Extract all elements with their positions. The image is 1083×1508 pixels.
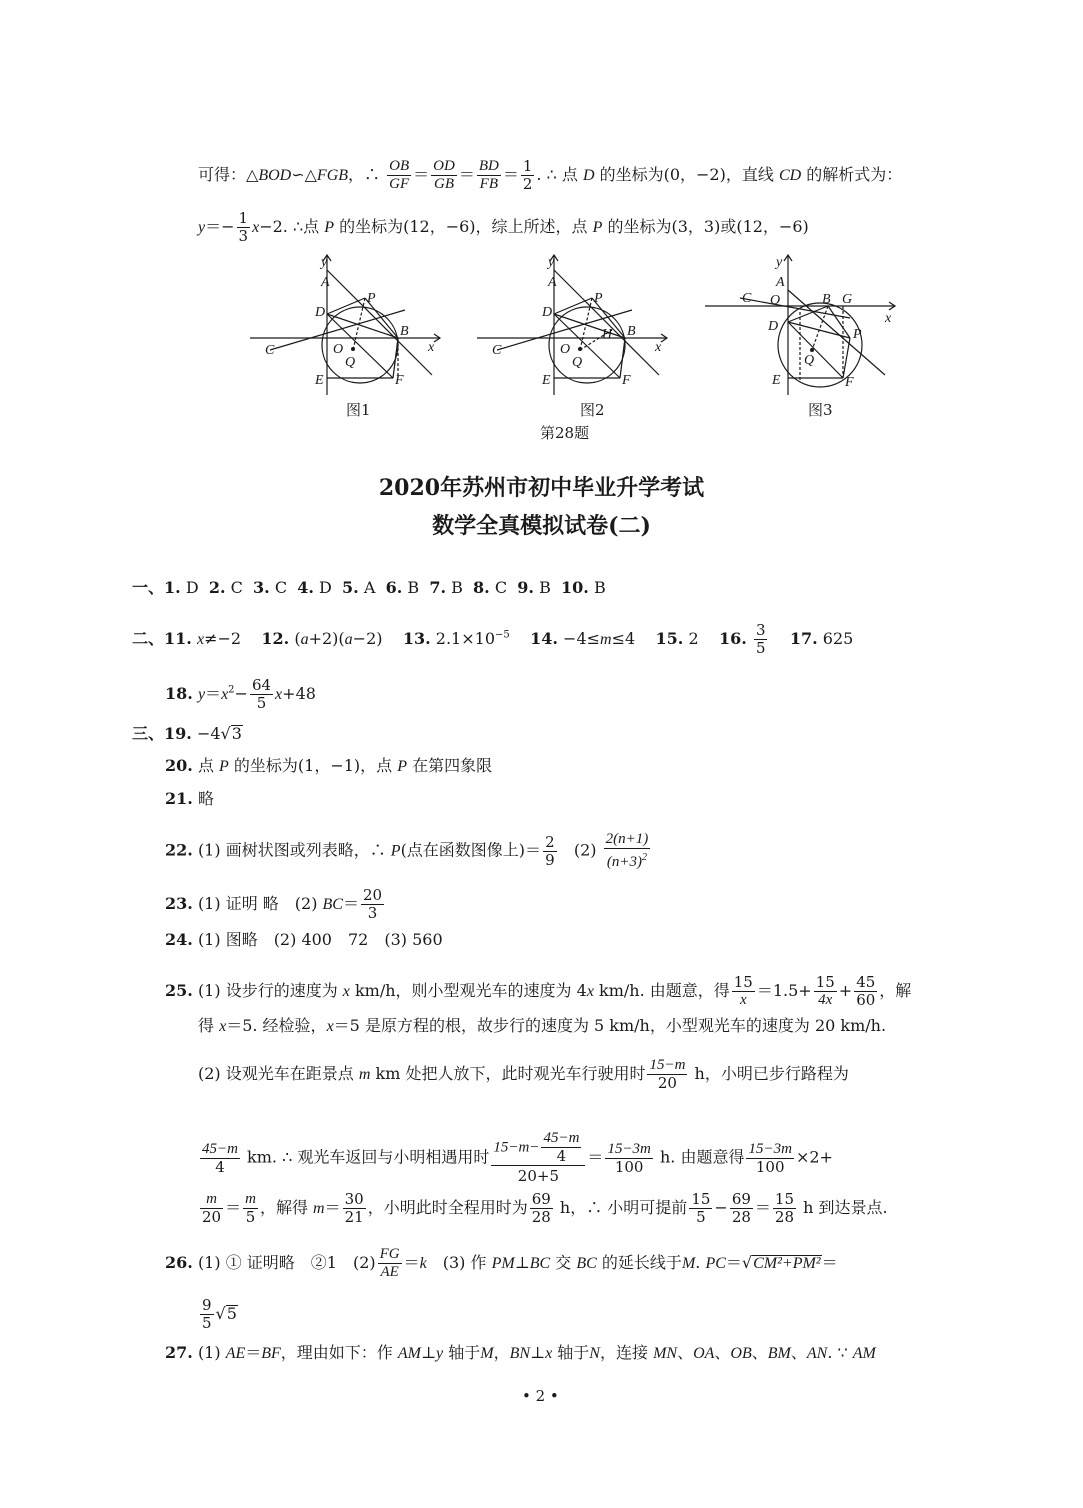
q25-line-5: $\frac{m}{20}$ ＝ $\frac{m}{5}$ ，解得 m＝ $\frac{30}{21}$ ，小明此时全程用时为 $\frac{69}{28}$ h，∴ 小明可提前 $\frac{15}{5}$ − $\frac{69}{28}$ ＝ $\frac{15}{28}$ h 到达景点. [202,1190,888,1226]
fraction: $\frac{FG}{AE}$ [379,1246,400,1280]
svg-text:E: E [542,373,551,388]
q25-line-4: $\frac{45-m}{4}$ km. ∴ 观光车返回与小明相遇用时 15−m− $\frac{45-m}{4}$ 20+5 ＝ $\frac{15-3m}{100}$ h. 由题意得 $\frac{15-3m}{100}$ ×2+ [202,1130,833,1185]
fraction: $\frac{m}{5}$ [245,1191,256,1226]
fraction: $\frac{15}{28}$ [774,1190,795,1226]
section-1: 一、1. D 2. C 3. C 4. D 5. A 6. B 7. B 8. C 9. B 10. B [132,578,606,597]
svg-text:D: D [542,305,553,320]
fraction: $\frac{15-3m}{100}$ [748,1140,792,1176]
svg-text:F: F [395,373,404,388]
svg-text:A: A [321,275,330,290]
fraction: $\frac{1}{3}$ [238,209,249,245]
svg-text:F: F [845,375,854,390]
figure-1-label: 图1 [346,401,371,419]
svg-text:A: A [776,275,785,290]
fraction: $\frac{20}{3}$ [363,886,383,922]
fraction: $\frac{BD}{FB}$ [478,158,499,192]
svg-text:B: B [627,324,636,339]
line-ab [327,270,432,375]
svg-text:P: P [367,291,376,306]
svg-text:O: O [560,342,571,357]
q20: 20. 点 P 的坐标为(1，−1)，点 P 在第四象限 [165,756,493,775]
q26-line-1: 26. (1) ① 证明略 ②1 (2) $\frac{FG}{AE}$ ＝k (3) 作 PM⊥BC 交 BC 的延长线于M. PC＝√CM²+PM²＝ [165,1246,838,1280]
fraction: $\frac{OD}{GB}$ [433,158,455,192]
fraction: $\frac{30}{21}$ [344,1190,364,1226]
svg-text:Q: Q [345,355,356,370]
svg-text:D: D [315,305,326,320]
fraction: $\frac{2}{9}$ [545,832,555,869]
svg-text:x: x [655,340,662,355]
q25-line-2: 得 x＝5. 经检验，x＝5 是原方程的根，故步行的速度为 5 km/h，小型观光车的速度为 20 km/h. [198,1016,887,1035]
prev-line-1: 可得：△BOD∽△FGB，∴ $\frac{OB}{GF}$ ＝ $\frac{OD}{GB}$ ＝ $\frac{BD}{FB}$ ＝ $\frac{1}{2}$ . ∴ 点 D 的坐标为(0，−2)，直线 CD 的解析式为： [198,157,903,193]
figure-3-label: 图3 [808,401,833,419]
fraction: $\frac{45}{60}$ [856,973,876,1009]
svg-text:A: A [548,275,557,290]
fraction: $\frac{m}{20}$ [202,1191,222,1226]
prev-line-2: y＝− $\frac{1}{3}$ x−2. ∴点 P 的坐标为(12，−6)，综上所述，点 P 的坐标为(3，3)或(12，−6) [198,209,809,245]
svg-text:O: O [770,293,781,308]
page-number: • 2 • [522,1387,559,1405]
svg-text:H: H [602,327,613,342]
svg-text:B: B [400,324,409,339]
fraction: 15−m− $\frac{45-m}{4}$ 20+5 [491,1130,585,1186]
svg-text:x: x [428,340,435,355]
q23: 23. (1) 证明 略 (2) BC＝ $\frac{20}{3}$ [165,886,383,922]
svg-text:C: C [742,291,752,306]
q27: 27. (1) AE＝BF，理由如下：作 AM⊥y 轴于M，BN⊥x 轴于N，连接 MN、OA、OB、BM、AN. ∵ AM [165,1343,876,1362]
figure-2 [472,250,672,420]
q22: 22. (1) 画树状图或列表略，∴ P(点在函数图像上)＝ $\frac{2}{9}$ (2) $\frac{2(n+1)}{(n+3)^2}$ [165,831,649,870]
svg-text:P: P [853,327,862,342]
q19: 三、19. −4√3 [132,724,242,743]
svg-text:G: G [842,292,853,307]
svg-text:Q: Q [572,355,583,370]
fraction: $\frac{45-m}{4}$ [202,1140,238,1176]
svg-text:x: x [885,311,892,326]
fraction: $\frac{9}{5}$ [202,1296,212,1332]
q24: 24. (1) 图略 (2) 400 72 (3) 560 [165,930,443,949]
q25-line-1: 25. (1) 设步行的速度为 x km/h，则小型观光车的速度为 4x km/h. 由题意，得 $\frac{15}{x}$ ＝1.5+ $\frac{15}{4x}$ + $\frac{45}{60}$ ，解 [165,973,912,1009]
page-title: 2020年苏州市初中毕业升学考试 [378,475,705,501]
q25-line-3: (2) 设观光车在距景点 m km 处把人放下，此时观光车行驶用时 $\frac{15-m}{20}$ h，小明已步行路程为 [198,1057,849,1092]
q26-line-2: $\frac{9}{5}$ √5 [202,1296,237,1332]
fraction: $\frac{15}{x}$ [733,973,753,1008]
section-2-line-1: 二、11. x≠−2 12. (a+2)(a−2) 13. $2.1\times 10^{-5}$ 14. −4≤m≤4 15. 2 16. $\frac{3}{5}$ 17. 625 [132,621,854,657]
svg-text:P: P [594,291,603,306]
svg-text:O: O [333,342,344,357]
figure-2-label: 图2 [580,401,605,419]
fraction: $\frac{15}{5}$ [691,1190,711,1226]
fraction: $\frac{69}{28}$ [731,1190,751,1226]
fraction: $\frac{15}{4x}$ [815,973,835,1008]
svg-text:y: y [776,255,783,270]
fraction: $\frac{45-m}{4}$ [543,1130,580,1165]
fraction: $\frac{69}{28}$ [531,1190,551,1226]
fraction: $\frac{15-m}{20}$ [649,1057,686,1092]
svg-text:D: D [768,319,779,334]
fraction: $\frac{OB}{GF}$ [389,158,410,192]
figure-caption: 第28题 [540,424,590,442]
svg-text:B: B [822,292,831,307]
figure-3 [700,250,900,420]
svg-text:Q: Q [804,353,815,368]
svg-text:y: y [321,255,328,270]
svg-text:C: C [492,343,502,358]
svg-text:F: F [622,373,631,388]
fraction: $\frac{64}{5}$ [251,676,272,712]
svg-text:E: E [772,373,781,388]
fraction: $\frac{3}{5}$ [755,621,766,657]
svg-text:E: E [315,373,324,388]
fraction: $\frac{2(n+1)}{(n+3)^2}$ [605,831,649,870]
svg-text:y: y [548,255,555,270]
svg-text:C: C [265,343,275,358]
page-subtitle: 数学全真模拟试卷(二) [432,513,651,539]
fraction: $\frac{1}{2}$ [522,157,533,193]
q21: 21. 略 [165,789,214,808]
fraction: $\frac{15-3m}{100}$ [607,1140,651,1176]
section-2-line-2: 18. $y=x^2-$ $\frac{64}{5}$ x+48 [165,676,316,712]
figure-1 [245,250,445,420]
